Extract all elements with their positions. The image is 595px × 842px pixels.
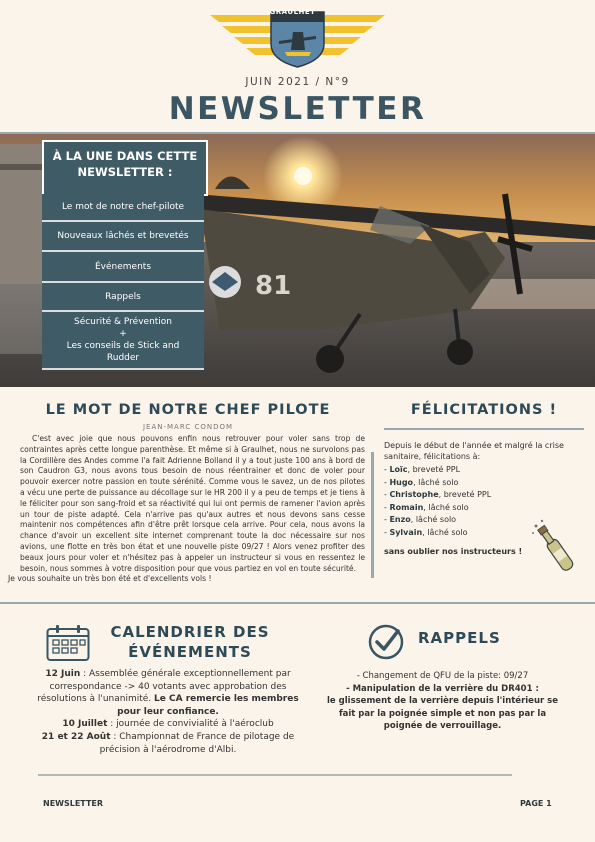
list-item: - Loïc, breveté PPL (384, 465, 461, 474)
rappel-line: - Manipulation de la verrière du DR401 : (346, 683, 539, 694)
toc-item-label: Le mot de notre chef-pilote (61, 202, 185, 212)
list-item: - Christophe, breveté PPL (384, 490, 492, 499)
newsletter-title: NEWSLETTER (168, 91, 427, 127)
plane-marking: 81 (255, 271, 292, 301)
rappel-line: - Changement de QFU de la piste: 09/27 (356, 671, 529, 681)
rappels-heading: RAPPELS (418, 629, 501, 647)
calendar-body (28, 668, 308, 756)
toc-heading: À LA UNE DANS CETTE NEWSLETTER : (42, 140, 208, 196)
mot-author: JEAN-MARC CONDOM (142, 423, 234, 431)
felicitations-divider (384, 428, 584, 430)
footer-divider (38, 774, 512, 776)
toc-item-chef-pilote[interactable] (42, 194, 204, 222)
toc-item-laches[interactable] (42, 222, 204, 252)
toc-item-label: Sécurité & Prévention (73, 317, 173, 327)
toc-item-securite[interactable] (42, 312, 204, 370)
list-item: - Romain, lâché solo (384, 502, 469, 512)
mot-body-text: C'est avec joie que nous pouvons enfin nous retrouver pour voler sans trop de contraintes après cette longue parenthèse. Et même si à Graulhet, nous ne survolons pas la Cordillère des Andes comme l'a fait Adrienne Bolland il y a tout juste 100 ans à bord de son Caudron G3, nous avons tous besoin de nous réentrainer et donc de voler pour pouvoir exercer notre passion en toute sérénité. Comme vous le savez, un de nos pilotes a vécu une perte de puissance au décollage sur le HR 200 il y a peu de temps et je tiens à le féliciter pour son sang-froid et sa réactivité qui lui ont permis de ramener l'avion après un tour de piste adapté. Cela n'arrive pas qu'aux autres et nous devons sans cesse maintenir nos compétences afin d'être prêt lorsque cela arrive. Pour cela, nous avons la chance d'avoir un excellent site internet comprenant toute la doc nécessaire sur nos avions, une flotte en très bon état et une nouvelle piste 09/27 ! Alors venez profiter des beaux jours pour voler et n'hésitez pas à appeler un instructeur si vous en ressentez le besoin, nous sommes à votre disposition pour que vous partiez en vol en toute sécurité. (20, 434, 365, 573)
toc-item-evenements[interactable] (42, 252, 204, 283)
issue-label: JUIN 2021 / N°9 (245, 76, 350, 88)
page-number: PAGE 1 (520, 799, 552, 808)
mot-body (8, 434, 365, 585)
toc-item-rappels[interactable] (42, 283, 204, 312)
mot-chef-pilote-heading: LE MOT DE NOTRE CHEF PILOTE (45, 402, 331, 418)
list-item: - Sylvain, lâché solo (384, 527, 468, 537)
toc-item-label: Les conseils de Stick and Rudder (66, 341, 180, 363)
event-item: 12 Juin : Assemblée générale exceptionnellement par correspondance -> 40 votants avec approbation des résolutions à l'unanimité. Le CA remercie les membres pour leur confiance. (37, 669, 299, 717)
felicitations-footer: sans oublier nos instructeurs ! (384, 547, 523, 556)
rappel-line: le glissement de la verrière depuis l'intérieur se fait par la poignée simple et non pas par la poignée de verrouillage. (327, 696, 558, 732)
calendar-icon (46, 624, 90, 662)
felicitations-intro: Depuis le début de l'année et malgré la crise sanitaire, félicitations à: (384, 441, 564, 461)
logo-text: GRAULHET (269, 8, 316, 16)
calendar-heading: CALENDRIER DES ÉVÉNEMENTS (110, 623, 270, 661)
champagne-bottle-icon (528, 518, 580, 578)
column-divider (371, 452, 374, 578)
event-item: 21 et 22 Août : Championnat de France de pilotage de précision à l'aérodrome d'Albi. (41, 731, 295, 755)
footer-title: NEWSLETTER (43, 799, 104, 808)
toc-item-label: Rappels (105, 291, 141, 302)
checkmark-circle-icon (367, 623, 405, 661)
felicitations-heading: FÉLICITATIONS ! (410, 402, 558, 418)
toc-item-label: Événements (94, 261, 152, 272)
toc-item-label: Nouveaux lâchés et brevetés (57, 231, 189, 241)
rappels-body (320, 670, 565, 733)
mot-closing: Je vous souhaite un très bon été et d'excellents vols ! (8, 574, 212, 584)
section-separator (0, 602, 595, 604)
toc-item-plus: + (119, 329, 127, 339)
list-item: - Enzo, lâché solo (384, 515, 457, 524)
list-item: - Hugo, lâché solo (384, 477, 459, 487)
event-item: 10 Juillet : journée de convivialité à l'aéroclub (62, 719, 274, 730)
